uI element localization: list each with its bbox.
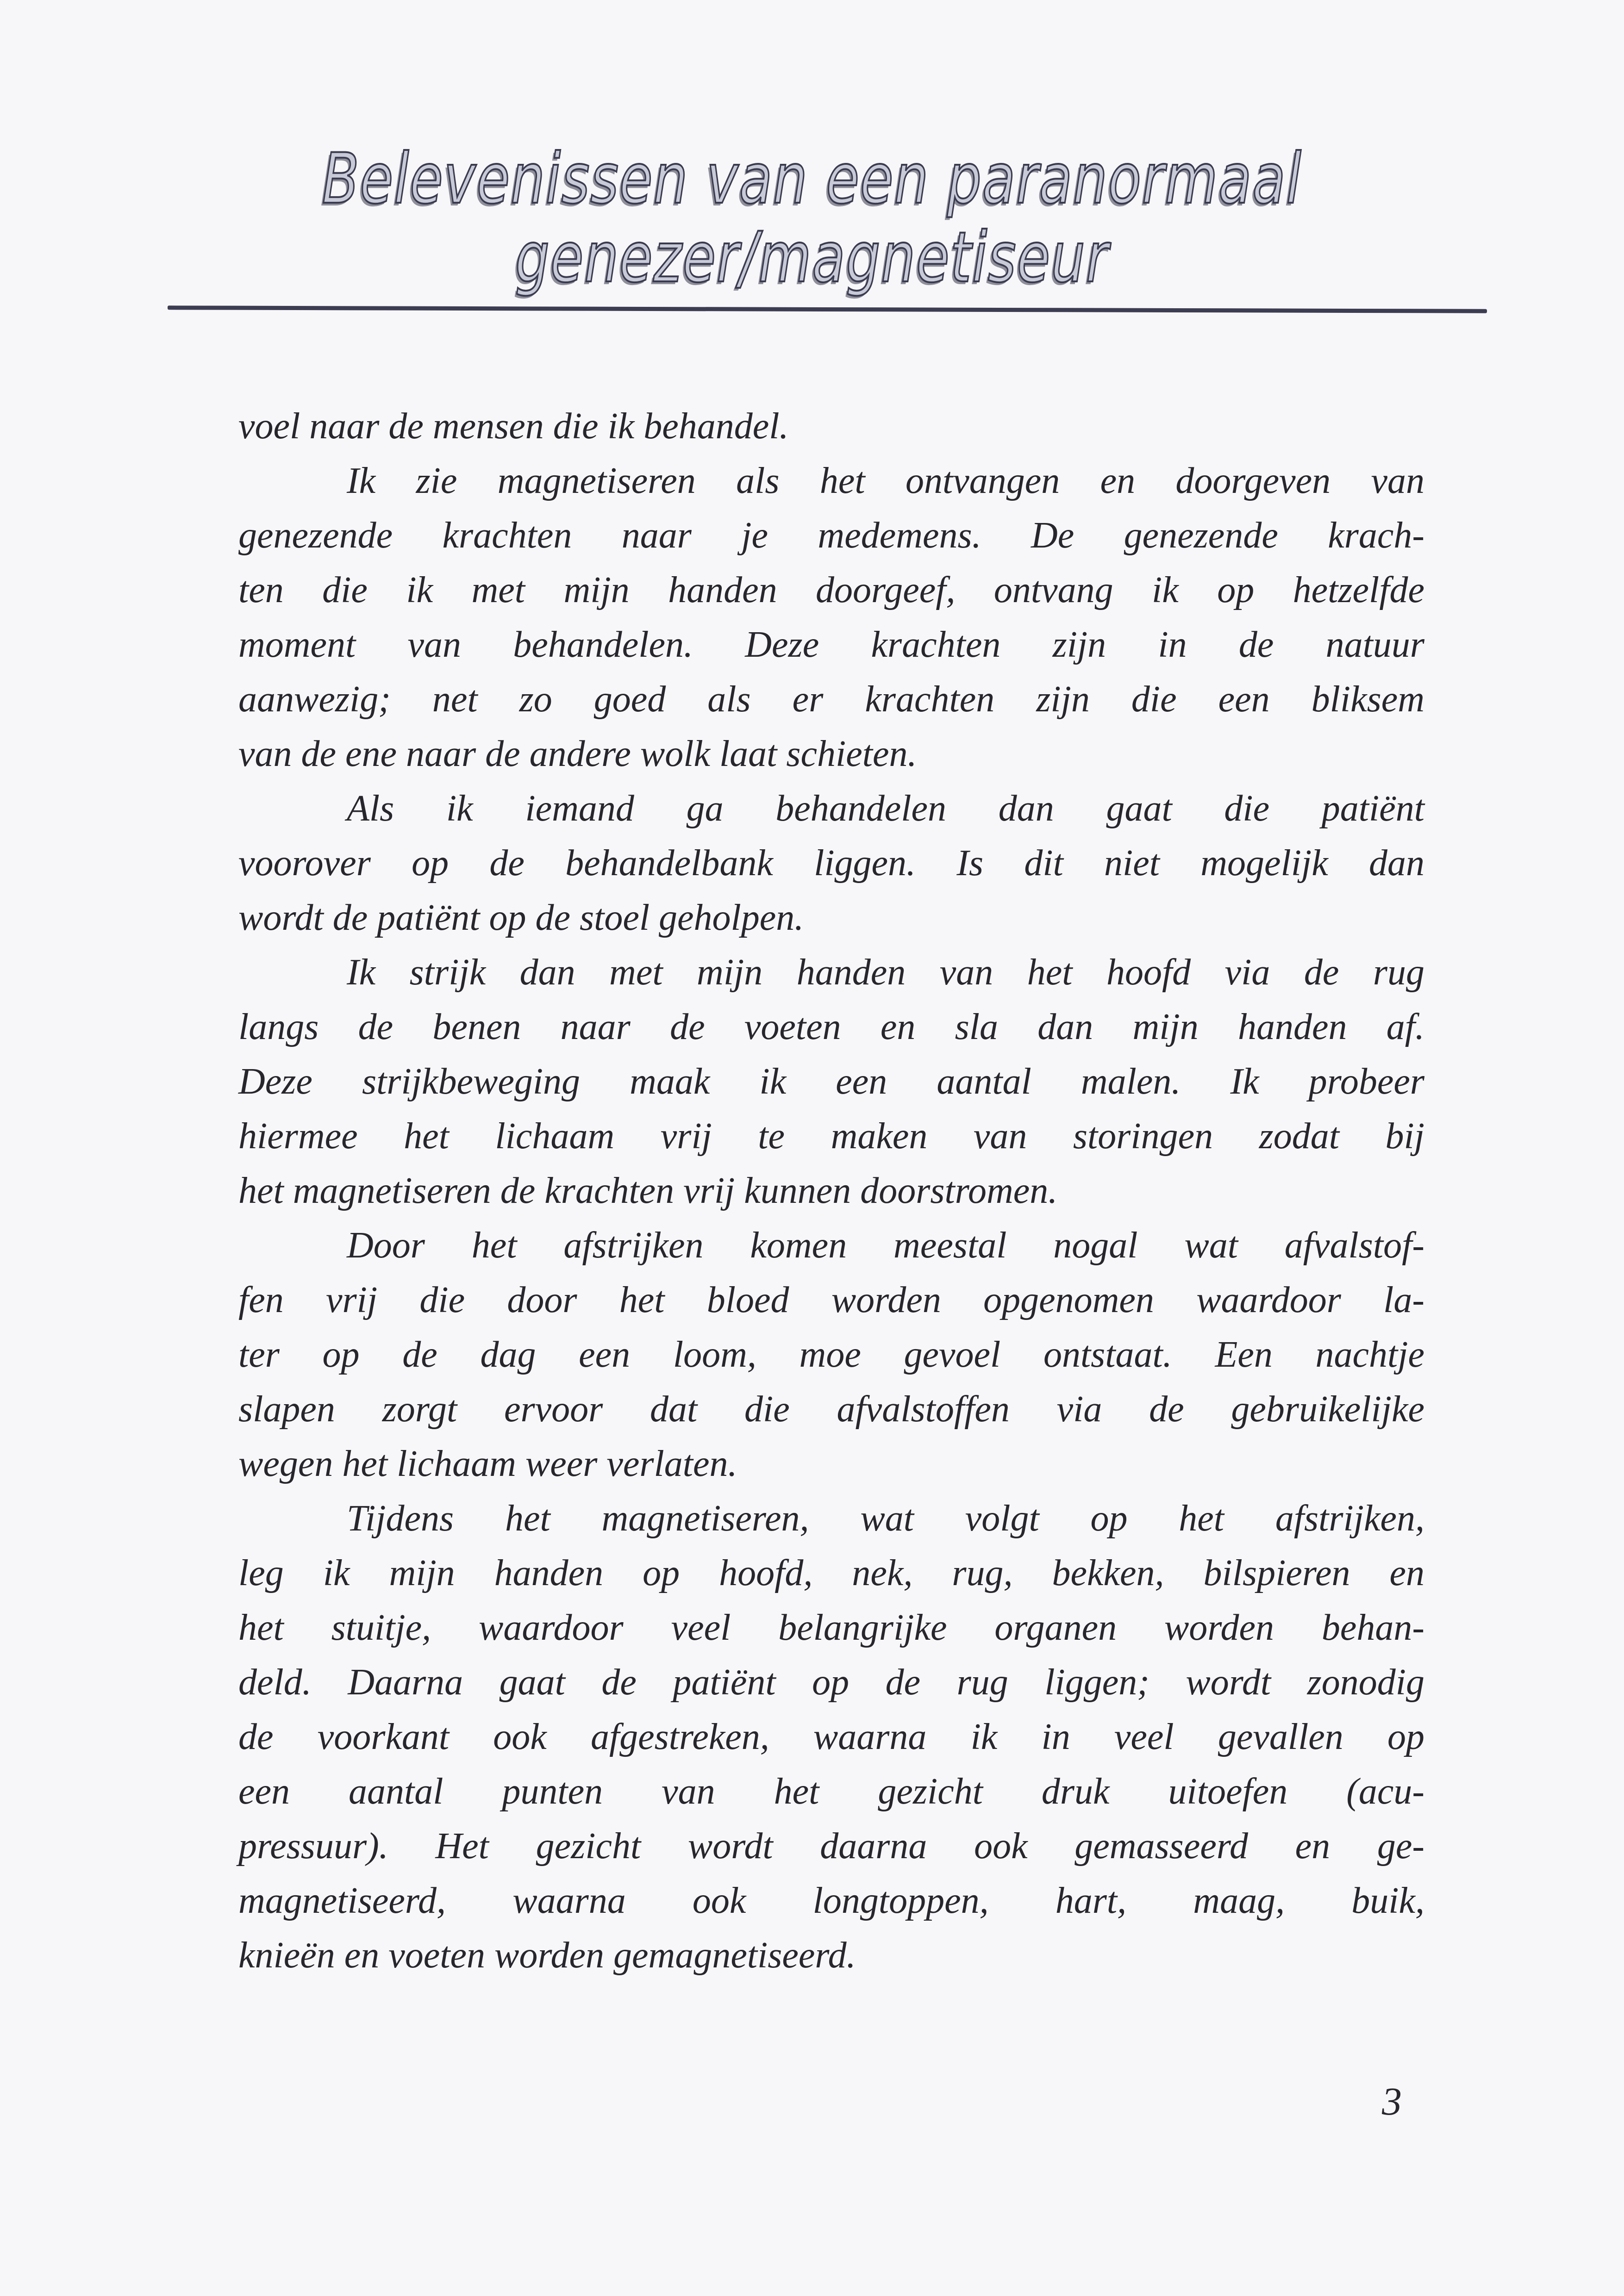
text-line: Door het afstrijken komen meestal nogal wat afvalstof- [347,1225,1424,1266]
text-line: van de ene naar de andere wolk laat schieten. [238,734,917,774]
text-line: genezende krachten naar je medemens. De genezende krach- [238,515,1424,556]
page-number: 3 [1382,2079,1402,2123]
text-line: het magnetiseren de krachten vrij kunnen doorstromen. [238,1170,1058,1211]
text-line: voorover op de behandelbank liggen. Is dit niet mogelijk dan [238,843,1424,884]
text-line: Ik zie magnetiseren als het ontvangen en doorgeven van [347,460,1424,501]
text-line: het stuitje, waardoor veel belangrijke organen worden behan- [238,1607,1424,1648]
body-text [238,399,1424,1983]
text-line: moment van behandelen. Deze krachten zijn in de natuur [238,624,1424,665]
text-line: deld. Daarna gaat de patiënt op de rug liggen; wordt zonodig [238,1662,1424,1703]
text-line: leg ik mijn handen op hoofd, nek, rug, bekken, bilspieren en [238,1553,1424,1593]
text-line: Deze strijkbeweging maak ik een aantal malen. Ik probeer [238,1061,1424,1102]
text-line: voel naar de mensen die ik behandel. [238,406,789,447]
text-line: slapen zorgt ervoor dat die afvalstoffen via de gebruikelijke [238,1389,1424,1430]
text-line: wordt de patiënt op de stoel geholpen. [238,897,804,938]
text-line: Tijdens het magnetiseren, wat volgt op het afstrijken, [347,1498,1424,1539]
chapter-title-line-1: Belevenissen van een paranormaal [322,139,1302,219]
text-line: de voorkant ook afgestreken, waarna ik in veel gevallen op [238,1717,1424,1757]
text-line: Ik strijk dan met mijn handen van het hoofd via de rug [347,952,1424,993]
chapter-title-line-2: genezer/magnetiseur [515,218,1109,298]
text-line: hiermee het lichaam vrij te maken van storingen zodat bij [238,1116,1424,1157]
text-line: ten die ik met mijn handen doorgeef, ontvang ik op hetzelfde [238,570,1424,610]
text-line: wegen het lichaam weer verlaten. [238,1444,737,1484]
text-line: fen vrij die door het bloed worden opgenomen waardoor la- [238,1280,1424,1320]
text-line: pressuur). Het gezicht wordt daarna ook gemasseerd en ge- [238,1826,1424,1867]
text-line: langs de benen naar de voeten en sla dan mijn handen af. [238,1007,1424,1047]
text-line: aanwezig; net zo goed als er krachten zijn die een bliksem [238,679,1424,720]
text-line: knieën en voeten worden gemagnetiseerd. [238,1935,856,1976]
text-line: een aantal punten van het gezicht druk uitoefen (acu- [238,1771,1424,1812]
text-line: Als ik iemand ga behandelen dan gaat die patiënt [347,788,1424,829]
text-line: ter op de dag een loom, moe gevoel ontstaat. Een nachtje [238,1334,1424,1375]
text-line: magnetiseerd, waarna ook longtoppen, hart, maag, buik, [238,1880,1424,1921]
header-divider [168,305,1487,313]
